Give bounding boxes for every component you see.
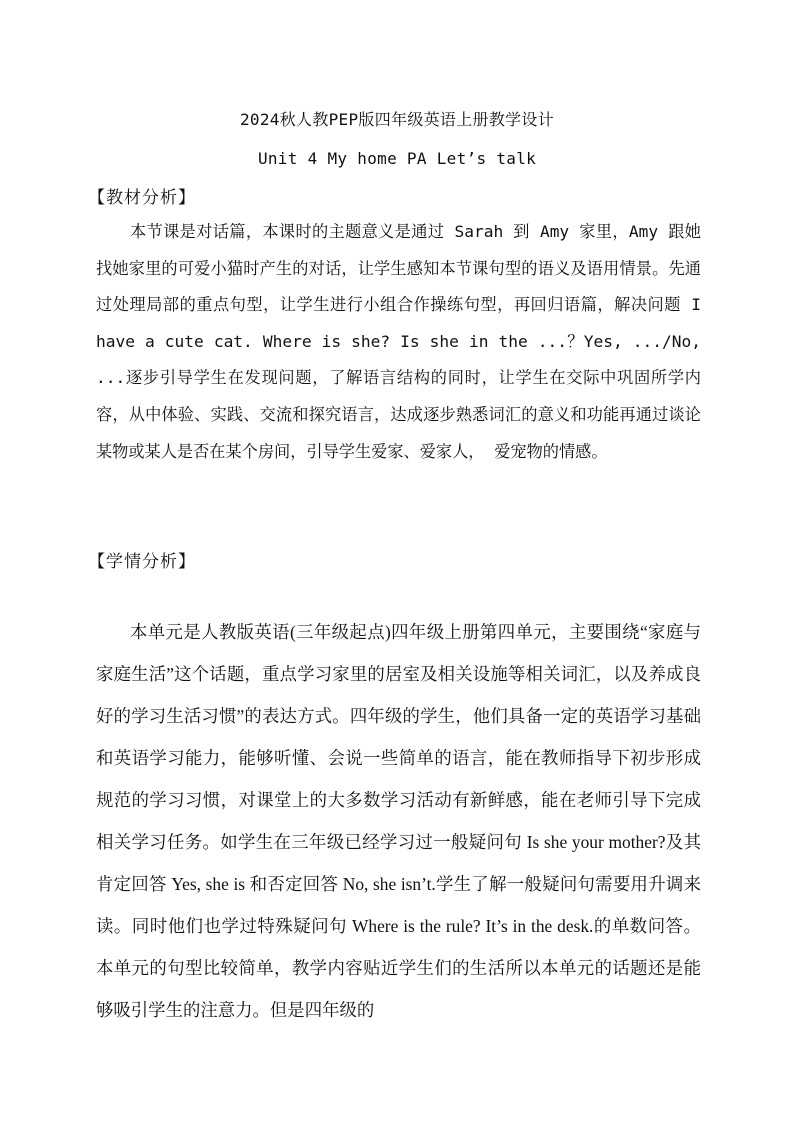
section-body-textbook-analysis: 本节课是对话篇，本课时的主题意义是通过 Sarah 到 Amy 家里，Amy 跟她找她家里的可爱小猫时产生的对话，让学生感知本节课句型的语义及语用情景。先通过处理局部的重点句型，让学生进行小组合作操练句型，再回归语篇，解决问题 I have a cute cat. Where is she? Is she in the ...？Yes, .../No, ...逐步引导学生在发现问题，了解语言结构的同时，让学生在交际中巩固所学内容，从中体验、实践、交流和探究语言，达成逐步熟悉词汇的意义和功能再通过谈论某物或某人是否在某个房间，引导学生爱家、爱家人， 爱宠物的情感。 — [96, 222, 701, 461]
section-body-student-analysis: 本单元是人教版英语(三年级起点)四年级上册第四单元，主要围绕“家庭与家庭生活”这个话题，重点学习家里的居室及相关设施等相关词汇，以及养成良好的学习生活习惯”的表达方式。四年级的学生，他们具备一定的英语学习基础和英语学习能力，能够听懂、会说一些简单的语言，能在教师指导下初步形成规范的学习习惯，对课堂上的大多数学习活动有新鲜感，能在老师引导下完成相关学习任务。如学生在三年级已经学习过一般疑问句 Is she your mother?及其肯定回答 Yes, she is 和否定回答 No, she isn’t.学生了解一般疑问句需要用升调来读。同时他们也学过特殊疑问句 Where is the rule? It’s in the desk.的单数问答。本单元的句型比较简单，教学内容贴近学生们的生活所以本单元的话题还是能够吸引学生的注意力。但是四年级的 — [96, 622, 701, 1020]
document-title: 2024秋人教PEP版四年级英语上册教学设计 — [239, 110, 555, 129]
document-subtitle: Unit 4 My home PA Let’s talk — [257, 149, 537, 168]
section-heading-textbook-analysis: 【教材分析】 — [88, 188, 196, 208]
section-heading-student-analysis: 【学情分析】 — [88, 552, 196, 572]
